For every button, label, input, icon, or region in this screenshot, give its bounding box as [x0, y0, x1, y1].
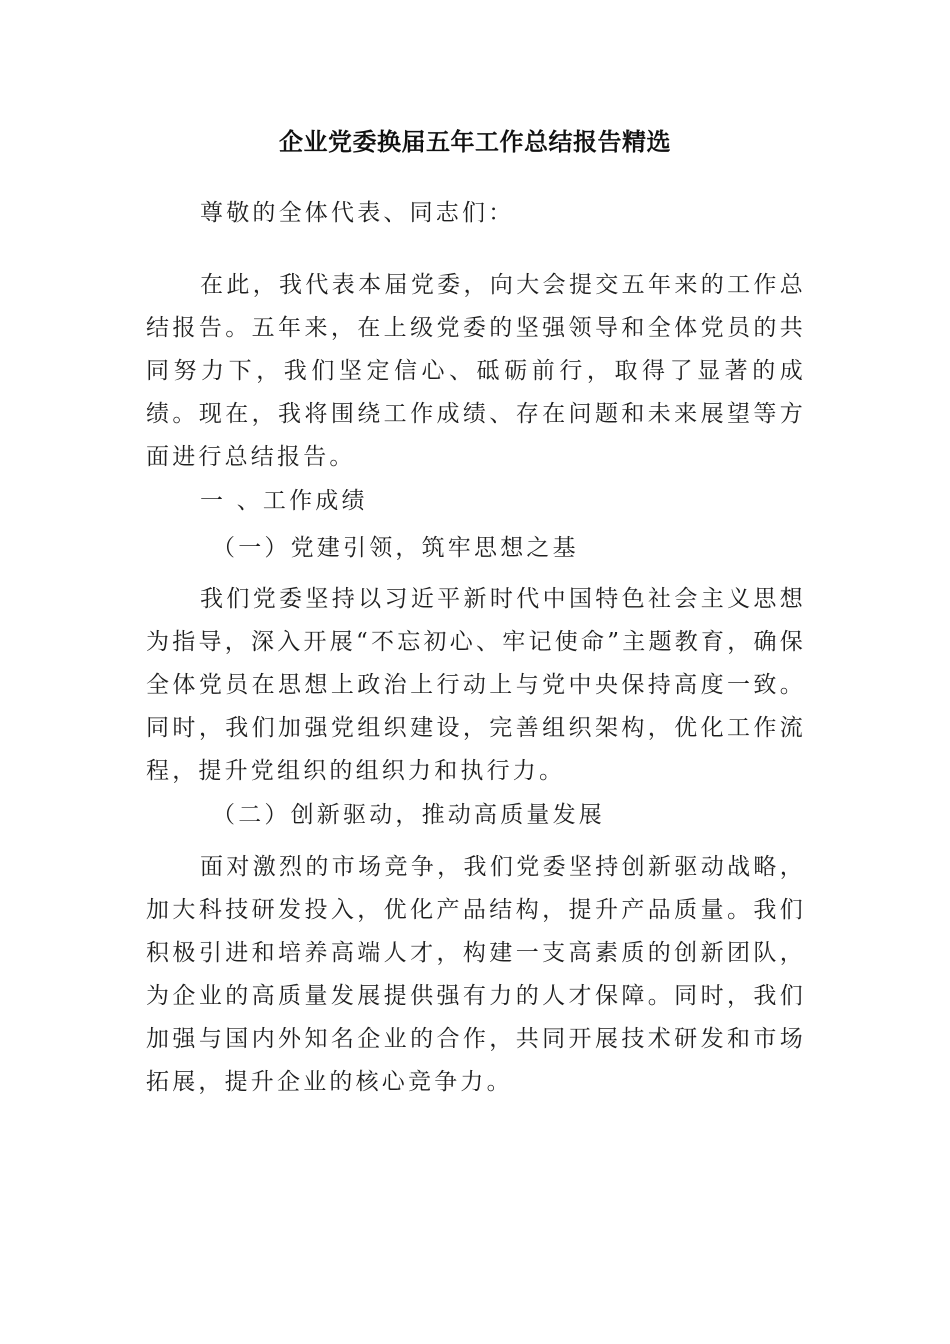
party-building-paragraph: 我们党委坚持以习近平新时代中国特色社会主义思想为指导，深入开展“不忘初心、牢记使命”主题教育，确保全体党员在思想上政治上行动上与党中央保持高度一致。同时，我们加强党组织建设，完善组织架构，优化工作流程，提升党组织的组织力和执行力。 [146, 586, 806, 784]
subsection-heading-party-building: （一）党建引领，筑牢思想之基 [212, 535, 579, 561]
subsection-heading-innovation: （二）创新驱动，推动高质量发展 [212, 802, 605, 828]
innovation-paragraph: 面对激烈的市场竞争，我们党委坚持创新驱动战略，加大科技研发投入，优化产品结构，提升产品质量。我们积极引进和培养高端人才，构建一支高素质的创新团队，为企业的高质量发展提供强有力的人才保障。同时，我们加强与国内外知名企业的合作，共同开展技术研发和市场拓展，提升企业的核心竞争力。 [146, 854, 806, 1095]
intro-paragraph: 在此，我代表本届党委，向大会提交五年来的工作总结报告。五年来，在上级党委的坚强领导和全体党员的共同努力下，我们坚定信心、砥砺前行，取得了显著的成绩。现在，我将围绕工作成绩、存在问题和未来展望等方面进行总结报告。 [146, 272, 806, 470]
section-heading-achievements: 一 、工作成绩 [200, 488, 368, 514]
salutation: 尊敬的全体代表、同志们： [200, 200, 515, 226]
document-title: 企业党委换届五年工作总结报告精选 [279, 128, 671, 156]
